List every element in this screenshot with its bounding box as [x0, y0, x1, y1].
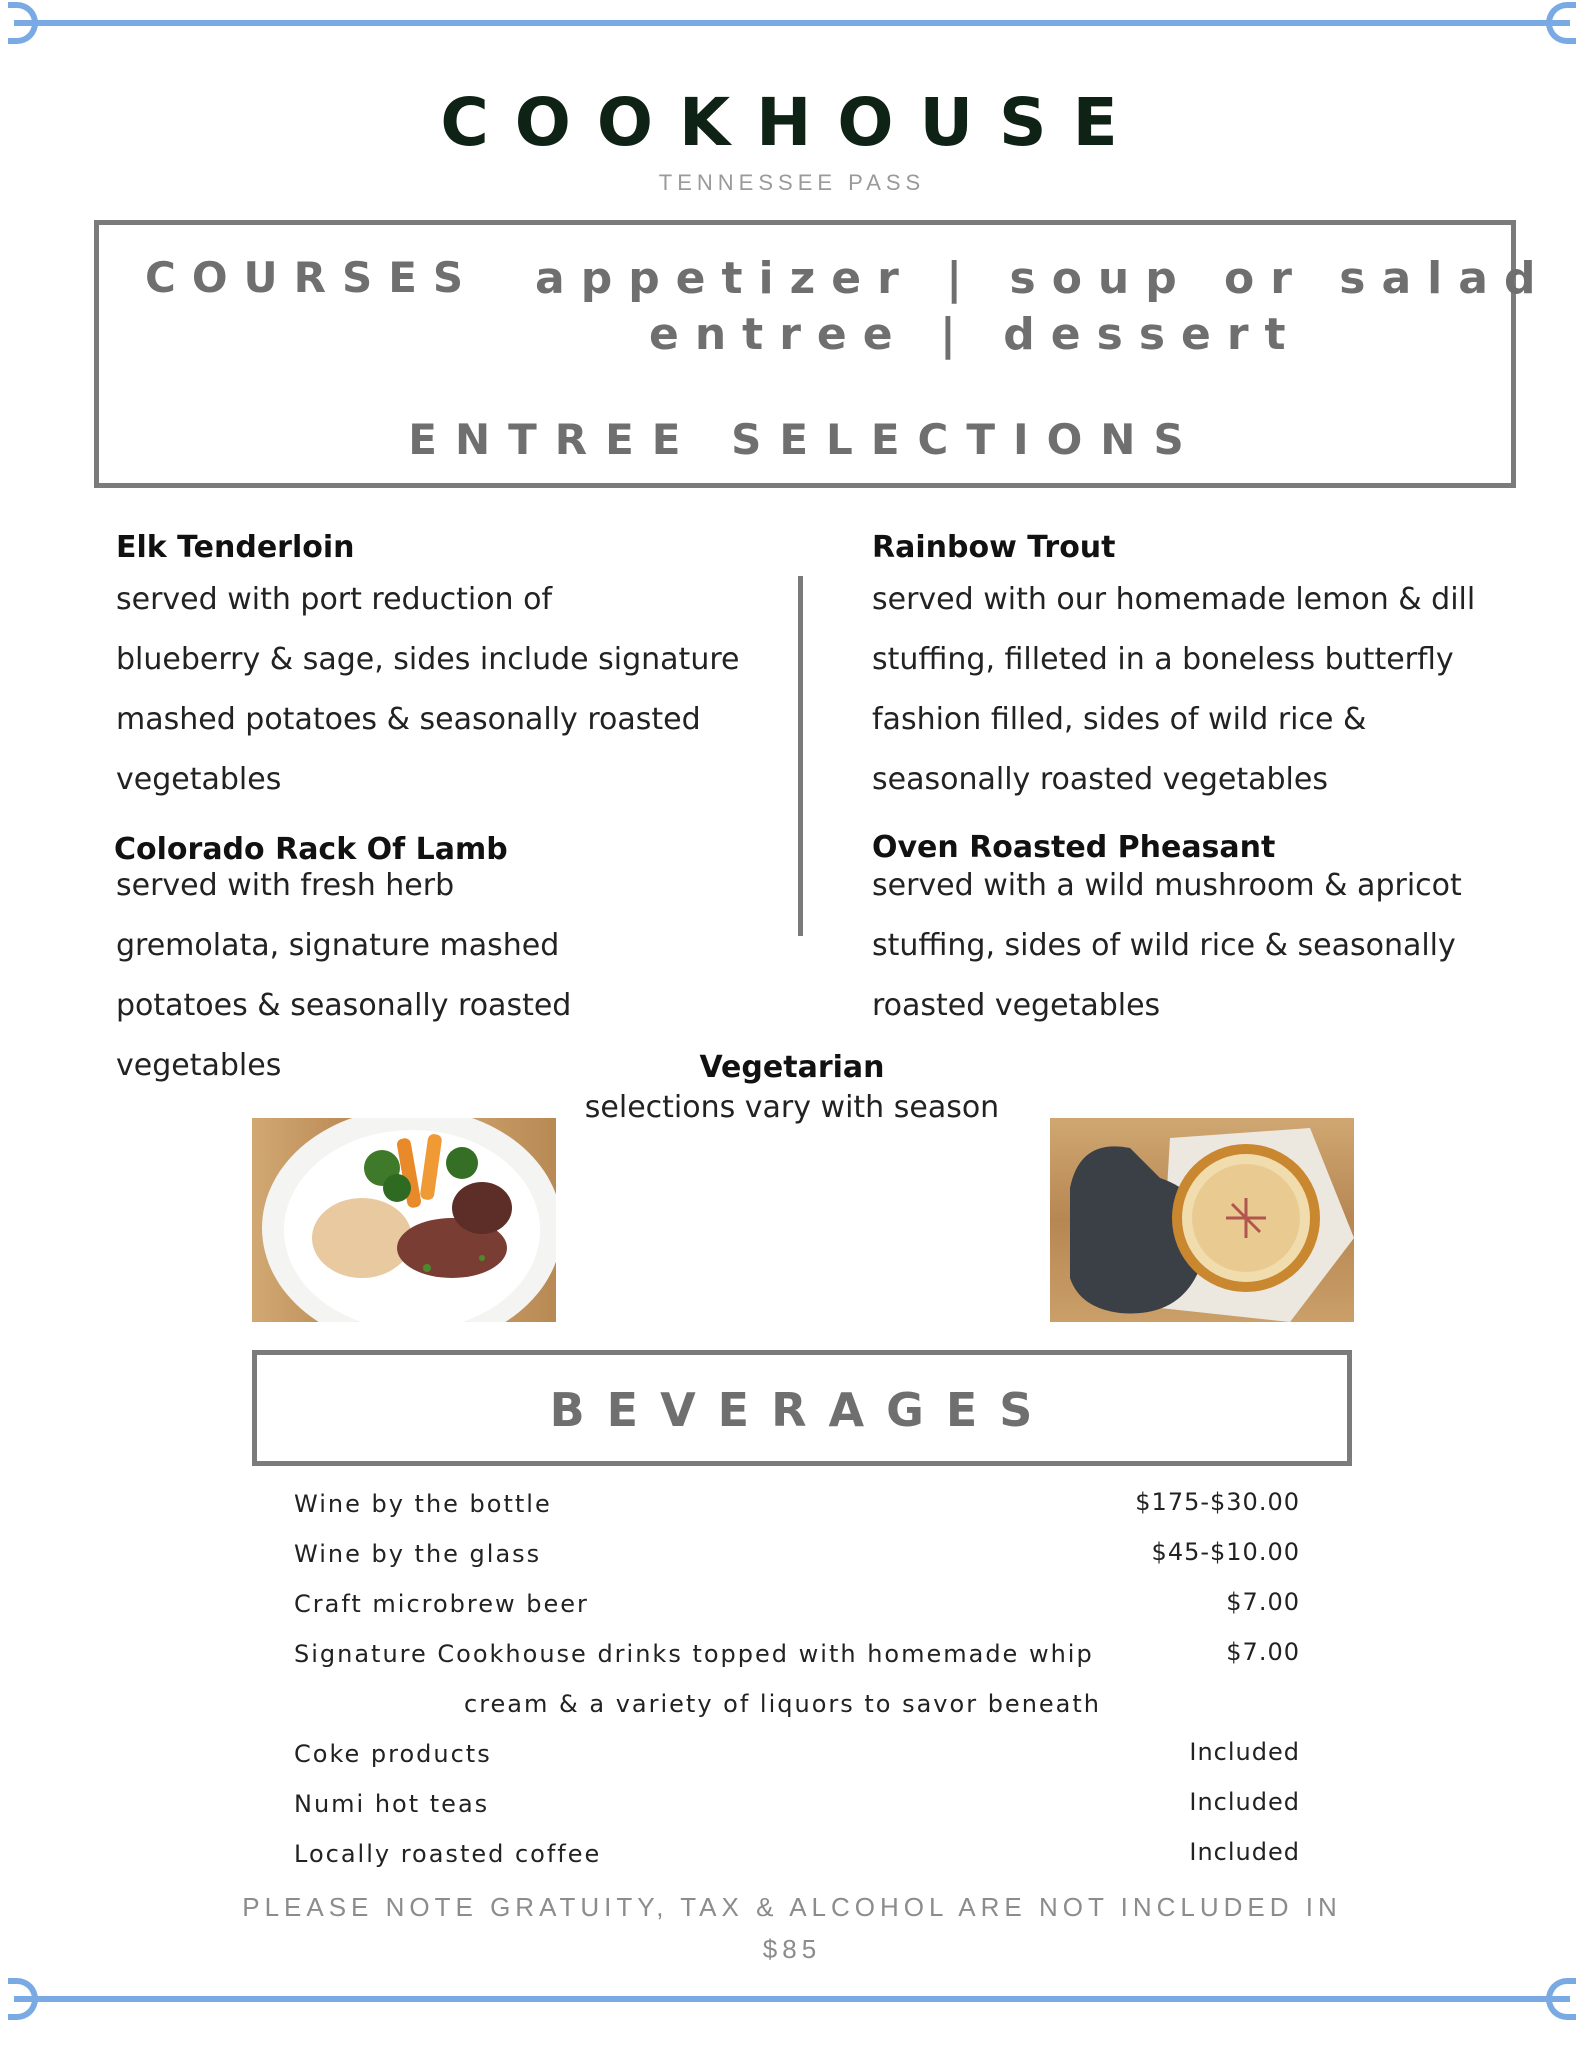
courses-box — [94, 220, 1552, 488]
top-left-hook-ornament — [8, 2, 38, 44]
beverage-row — [294, 1740, 1300, 1790]
beverage-price: Included — [1189, 1738, 1300, 1766]
beverages-box — [252, 1350, 1352, 1466]
dish-name-pheasant: Oven Roasted Pheasant — [872, 830, 1276, 865]
beverage-name: Locally roasted coffee — [294, 1840, 602, 1868]
dish-desc-trout — [872, 570, 1512, 810]
dish-desc-pheasant — [872, 856, 1512, 1036]
desc-line: served with a wild mushroom & apricot — [872, 868, 1462, 903]
desc-line: served with fresh herb — [116, 868, 455, 903]
beverage-price: Included — [1189, 1788, 1300, 1816]
top-right-hook-ornament — [1546, 2, 1576, 44]
bottom-left-hook-ornament — [8, 1978, 38, 2020]
column-divider — [798, 576, 803, 936]
bottom-divider — [14, 1996, 1570, 2002]
beverage-price: $45-$10.00 — [1151, 1538, 1300, 1566]
desc-line: stuffing, sides of wild rice & seasonally — [872, 928, 1456, 963]
beverage-name: Coke products — [294, 1740, 492, 1768]
courses-line-2: entree | dessert — [649, 309, 1302, 360]
top-divider — [14, 20, 1570, 26]
beverage-price: $7.00 — [1226, 1638, 1300, 1666]
desc-line: stuffing, filleted in a boneless butterfly — [872, 642, 1454, 677]
beverage-name-continued: cream & a variety of liquors to savor beneath — [464, 1690, 1101, 1718]
beverage-price: $7.00 — [1226, 1588, 1300, 1616]
bottom-right-hook-ornament — [1546, 1978, 1576, 2020]
beverage-name: Craft microbrew beer — [294, 1590, 589, 1618]
dish-desc-vegetarian: selections vary with season — [584, 1090, 1000, 1125]
restaurant-subtitle: TENNESSEE PASS — [658, 170, 926, 195]
desc-line: seasonally roasted vegetables — [872, 762, 1328, 797]
beverage-row — [294, 1790, 1300, 1840]
dish-name-trout: Rainbow Trout — [872, 530, 1116, 565]
entree-selections-title: ENTREE SELECTIONS — [408, 415, 1202, 464]
dish-name-lamb: Colorado Rack Of Lamb — [114, 832, 508, 867]
beverages-title: BEVERAGES — [549, 1383, 1055, 1437]
desc-line: served with our homemade lemon & dill — [872, 582, 1476, 617]
beverage-row — [294, 1540, 1300, 1590]
desc-line: vegetables — [116, 1048, 282, 1083]
desc-line: roasted vegetables — [872, 988, 1161, 1023]
desc-line: potatoes & seasonally roasted — [116, 988, 572, 1023]
beverage-price: Included — [1189, 1838, 1300, 1866]
beverage-row — [294, 1490, 1300, 1540]
footer-note-line-2: $85 — [762, 1934, 822, 1964]
beverage-row-continued — [294, 1690, 1300, 1740]
desc-line: served with port reduction of — [116, 582, 553, 617]
dish-desc-elk — [116, 570, 776, 810]
courses-line-1: appetizer | soup or salad — [535, 253, 1552, 304]
desc-line: gremolata, signature mashed — [116, 928, 560, 963]
beverage-name: Wine by the glass — [294, 1540, 542, 1568]
beverage-name: Numi hot teas — [294, 1790, 490, 1818]
desc-line: vegetables — [116, 762, 282, 797]
desc-line: mashed potatoes & seasonally roasted — [116, 702, 701, 737]
lamb-plate-photo — [252, 1118, 556, 1322]
desc-line: fashion filled, sides of wild rice & — [872, 702, 1367, 737]
beverage-name: Wine by the bottle — [294, 1490, 552, 1518]
beverage-row — [294, 1840, 1300, 1890]
footer-note-line-1: PLEASE NOTE GRATUITY, TAX & ALCOHOL ARE NOT INCLUDED IN — [242, 1892, 1342, 1922]
beverage-price: $175-$30.00 — [1135, 1488, 1300, 1516]
beverage-list — [294, 1490, 1300, 1890]
courses-label: COURSES — [145, 253, 480, 302]
desc-line: blueberry & sage, sides include signature — [116, 642, 740, 677]
beverage-row — [294, 1640, 1300, 1690]
beverage-name: Signature Cookhouse drinks topped with homemade whip — [294, 1640, 1094, 1668]
beverage-row — [294, 1590, 1300, 1640]
pie-photo — [1050, 1118, 1354, 1322]
dish-name-vegetarian: Vegetarian — [699, 1050, 885, 1085]
restaurant-title: COOKHOUSE — [440, 84, 1144, 161]
dish-name-elk: Elk Tenderloin — [116, 530, 355, 565]
